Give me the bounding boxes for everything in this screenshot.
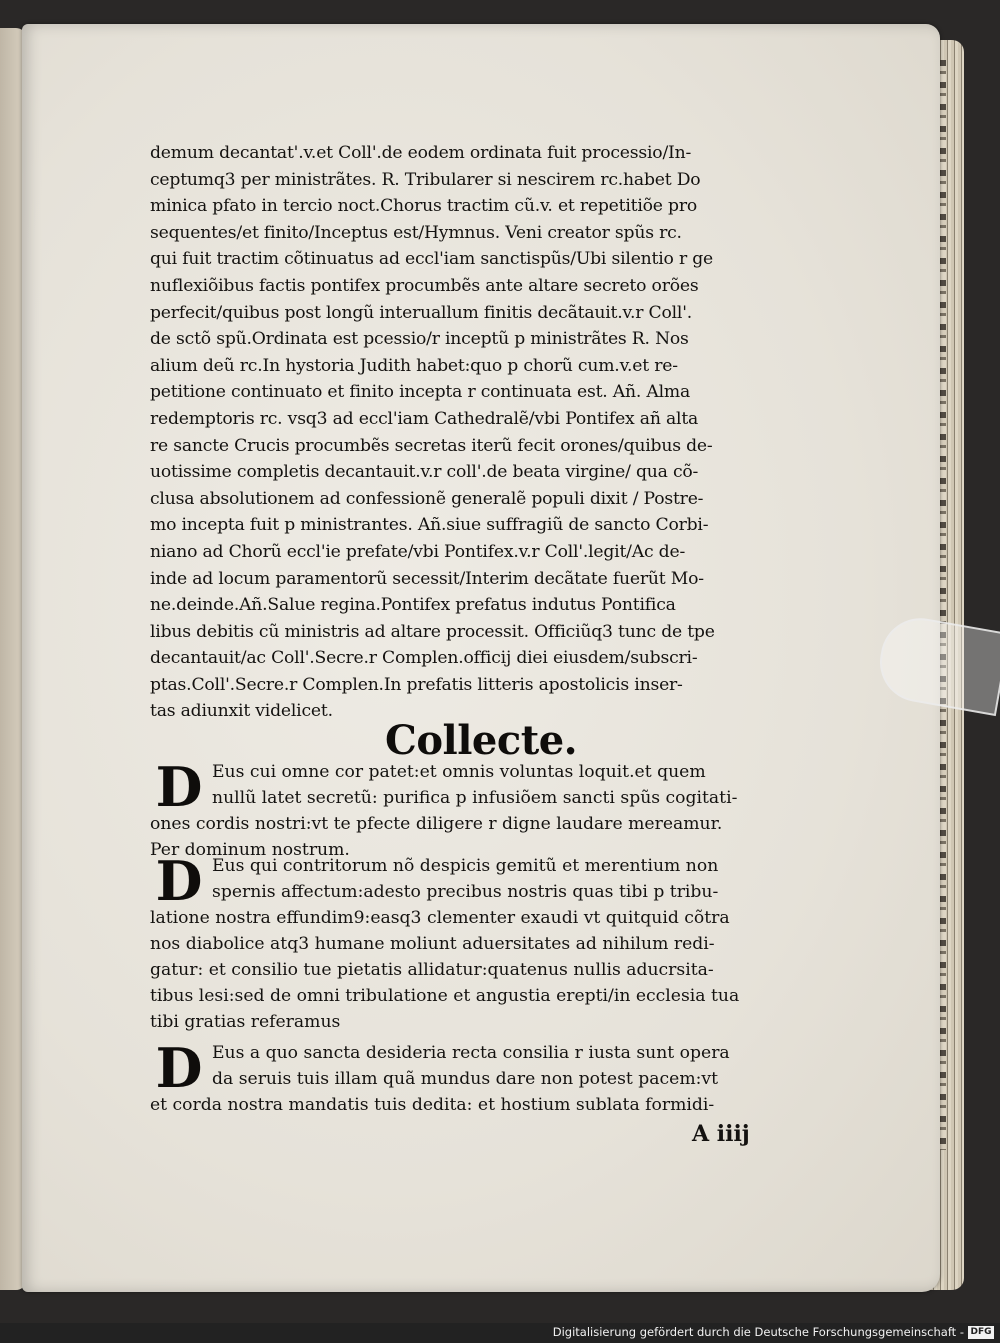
text-line: alium deũ rc.In hystoria Judith habet:quo p chorũ cum.v.et re-	[150, 355, 678, 376]
text-line: tas adiunxit videlicet.	[150, 701, 333, 722]
prayer-line: ones cordis nostri:vt te pfecte diligere r digne laudare mereamur.	[150, 814, 723, 834]
dfg-logo: DFG	[968, 1326, 994, 1339]
text-line: libus debitis cũ ministris ad altare processit. Officiũq3 tunc de tpe	[150, 621, 715, 642]
text-line: redemptoris rc. vsq3 ad eccl'iam Cathedralẽ/vbi Pontifex añ alta	[150, 408, 699, 429]
text-line: minica pfato in tercio noct.Chorus tractim cũ.v. et repetitiõe pro	[150, 196, 698, 217]
prayer-line: et corda nostra mandatis tuis dedita: et hostium sublata formidi-	[150, 1095, 715, 1115]
prayer-line: latione nostra effundim9:easq3 clementer exaudi vt quitquid cõtra	[150, 908, 730, 928]
prayer-line: nos diabolice atq3 humane moliunt aduersitates ad nihilum redi-	[150, 934, 715, 954]
text-line: ceptumq3 per ministrãtes. R. Tribularer si nescirem rc.habet Do	[150, 169, 701, 190]
prayer-line: tibus lesi:sed de omni tribulatione et angustia erepti/in ecclesia tua	[150, 986, 740, 1006]
body-text	[150, 140, 790, 725]
section-heading: Collecte.	[385, 717, 578, 764]
initial-letter: D	[155, 1036, 203, 1100]
initial-letter: D	[155, 849, 203, 913]
text-line: inde ad locum paramentorũ secessit/Interim decãtate fuerũt Mo-	[150, 568, 704, 589]
text-line: clusa absolutionem ad confessionẽ generalẽ populi dixit / Postre-	[150, 488, 704, 509]
prayer-line: gatur: et consilio tue pietatis allidatur:quatenus nullis aducrsita-	[150, 960, 714, 980]
text-line: ne.deinde.Añ.Salue regina.Pontifex prefatus indutus Pontifica	[150, 595, 676, 616]
folio-signature: A iiij	[692, 1121, 750, 1147]
text-line: perfecit/quibus post longũ interuallum finitis decãtauit.v.r Coll'.	[150, 302, 693, 323]
text-line: qui fuit tractim cõtinuatus ad eccl'iam sanctispũs/Ubi silentio r ge	[150, 249, 714, 270]
prayer-line: tibi gratias referamus	[150, 1012, 341, 1032]
prayer-line: nullũ latet secretũ: purifica p infusiõem sancti spũs cogitati-	[212, 788, 738, 808]
footer-bar	[0, 1323, 1000, 1343]
text-line: decantauit/ac Coll'.Secre.r Complen.officij diei eiusdem/subscri-	[150, 648, 698, 669]
prayer-line: Eus a quo sancta desideria recta consilia r iusta sunt opera	[212, 1043, 730, 1063]
text-line: nuflexiõibus factis pontifex procumbẽs ante altare secreto orões	[150, 275, 699, 296]
prayer-line: da seruis tuis illam quã mundus dare non potest pacem:vt	[212, 1069, 719, 1089]
initial-letter: D	[155, 755, 203, 819]
text-line: ptas.Coll'.Secre.r Complen.In prefatis litteris apostolicis inser-	[150, 674, 683, 695]
text-line: petitione continuato et finito incepta r continuata est. Añ. Alma	[150, 382, 691, 403]
funding-notice: Digitalisierung gefördert durch die Deutsche Forschungsgemeinschaft -	[552, 1325, 964, 1339]
prayer-line: spernis affectum:adesto precibus nostris quas tibi p tribu-	[212, 882, 719, 902]
prayer-3	[150, 1036, 790, 1118]
prayer-line: Per dominum nostrum.	[150, 840, 350, 860]
text-line: re sancte Crucis procumbẽs secretas iterũ fecit orones/quibus de-	[150, 435, 713, 456]
prayer-1	[150, 755, 790, 863]
text-line: mo incepta fuit p ministrantes. Añ.siue suffragiũ de sancto Corbi-	[150, 515, 709, 536]
text-line: sequentes/et finito/Inceptus est/Hymnus. Veni creator spũs rc.	[150, 222, 682, 243]
text-line: uotissime completis decantauit.v.r coll'.de beata virgine/ qua cõ-	[150, 462, 699, 483]
prayer-line: Eus cui omne cor patet:et omnis voluntas loquit.et quem	[212, 762, 706, 782]
text-line: de sctõ spũ.Ordinata est pcessio/r inceptũ p ministrãtes R. Nos	[150, 329, 689, 350]
text-line: niano ad Chorũ eccl'ie prefate/vbi Pontifex.v.r Coll'.legit/Ac de-	[150, 541, 686, 562]
prayer-line: Eus qui contritorum nõ despicis gemitũ et merentium non	[212, 856, 719, 876]
text-line: demum decantat'.v.et Coll'.de eodem ordinata fuit processio/In-	[150, 143, 692, 163]
